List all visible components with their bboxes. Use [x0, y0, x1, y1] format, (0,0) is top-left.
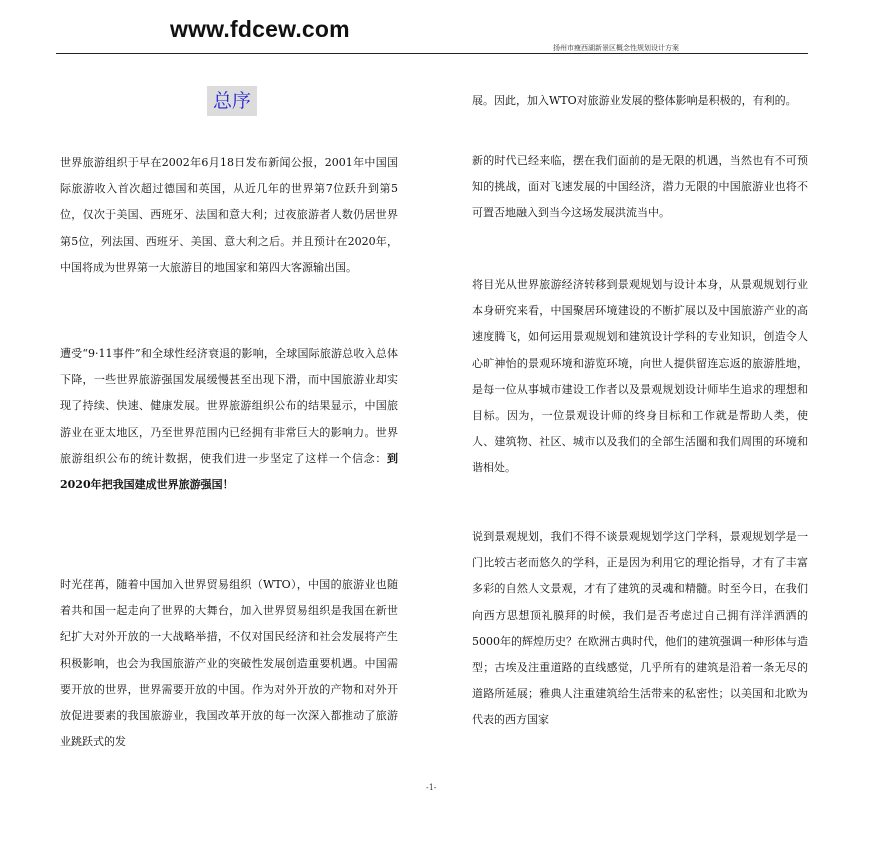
title-box: 总序	[207, 86, 257, 116]
page-number: -1-	[426, 783, 437, 792]
left-paragraph-2-bold: 到2020年把我国建成世界旅游强国！	[60, 451, 398, 492]
left-paragraph-3: 时光荏苒，随着中国加入世界贸易组织（WTO），中国的旅游业也随着共和国一起走向了世界的大舞台，加入世界贸易组织是我国在新世纪扩大对外开放的一大战略举措，不仅对国民经济和社会发展将产生积极影响，也会为我国旅游产业的突破性发展创造重要机遇。中国需要开放的世界，世界需要开放的中国。作为对外开放的产物和对外开放促进要素的我国旅游业，我国改革开放的每一次深入都推动了旅游业跳跃式的发	[60, 578, 398, 749]
right-paragraph-3: 将目光从世界旅游经济转移到景观规划与设计本身，从景观规划行业本身研究来看，中国聚居环境建设的不断扩展以及中国旅游产业的高速度腾飞，如何运用景观规划和建筑设计学科的专业知识，创造令人心旷神怡的景观环境和游览环境，向世人提供留连忘返的旅游胜地，是每一位从事城市建设工作者以及景观规划设计师毕生追求的理想和目标。因为，一位景观设计师的终身目标和工作就是帮助人类，使人、建筑物、社区、城市以及我们的全部生活圈和我们周围的环境和谐相处。	[472, 278, 808, 475]
header-rule	[56, 53, 808, 54]
header-caption: 扬州市瘦西湖新景区概念性规划设计方案	[553, 44, 679, 52]
left-paragraph-2-text: 遭受“9·11事件”和全球性经济衰退的影响，全球国际旅游总收入总体下降，一些世界旅游强国发展缓慢甚至出现下滑，而中国旅游业却实现了持续、快速、健康发展。世界旅游组织公布的结果显示，中国旅游业在亚太地区，乃至世界范围内已经拥有非常巨大的影响力。世界旅游组织公布的统计数据，使我们进一步坚定了这样一个信念：	[60, 347, 398, 465]
left-paragraph-1: 世界旅游组织于早在2002年6月18日发布新闻公报，2001年中国国际旅游收入首次超过德国和英国，从近几年的世界第7位跃升到第5位，仅次于美国、西班牙、法国和意大利；过夜旅游者人数仍居世界第5位，列法国、西班牙、美国、意大利之后。并且预计在2020年，中国将成为世界第一大旅游目的地国家和第四大客源输出国。	[60, 156, 398, 274]
right-paragraph-4: 说到景观规划，我们不得不谈景观规划学这门学科，景观规划学是一门比较古老而悠久的学科，正是因为利用它的理论指导，才有了丰富多彩的自然人文景观，才有了建筑的灵魂和精髓。时至今日，在我们向西方思想顶礼膜拜的时候，我们是否考虑过自己拥有洋洋洒洒的5000年的辉煌历史？在欧洲古典时代，他们的建筑强调一种形体与造型；古埃及注重道路的直线感觉，几乎所有的建筑是沿着一条无尽的道路所延展；雅典人注重建筑给生活带来的私密性；以美国和北欧为代表的西方国家	[472, 530, 808, 727]
right-paragraph-1: 展。因此，加入WTO对旅游业发展的整体影响是积极的，有利的。	[472, 94, 797, 107]
site-watermark: www.fdcew.com	[170, 16, 350, 42]
right-paragraph-2: 新的时代已经来临，摆在我们面前的是无限的机遇，当然也有不可预知的挑战，面对飞速发展的中国经济，潜力无限的中国旅游业也将不可置否地融入到当今这场发展洪流当中。	[472, 154, 808, 220]
left-paragraph-2	[60, 341, 398, 498]
